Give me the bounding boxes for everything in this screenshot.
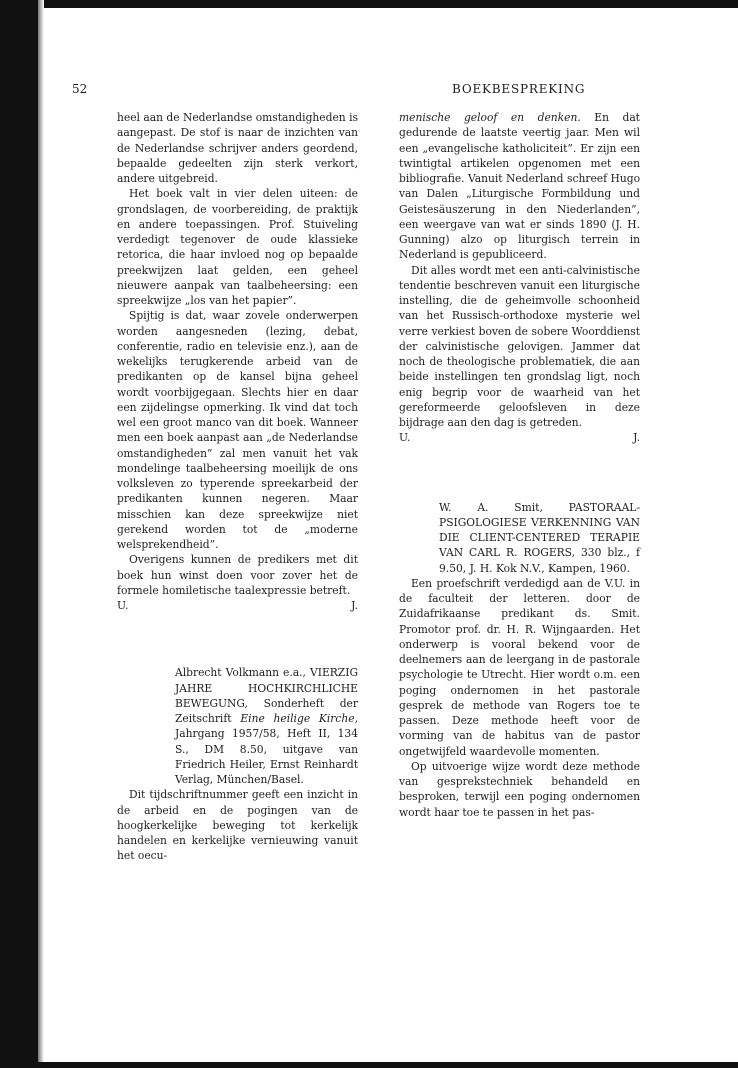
paragraph: Dit alles wordt met een anti-calvinistische tendentie beschreven vanuit een liturgische instelling, die de geheimvolle schoonheid van het Russisch-orthodoxe mysterie wel verre verkiest boven de sobere Woorddienst der calvinistische gelovigen. Jammer dat noch de theologische problematiek, die aan beide instellingen ten grondslag ligt, noch enig begrip voor de waarheid van het gereformeerde geloofsleven in deze bijdrage aan den dag is getreden. [399, 263, 640, 429]
scan-border-left [0, 0, 38, 1068]
scan-border-bottom [0, 1062, 738, 1068]
page-number: 52 [72, 82, 88, 96]
left-column [117, 110, 358, 864]
scan-shadow [38, 0, 44, 1068]
running-title: BOEKBESPREKING [452, 82, 586, 96]
review-signature [117, 598, 358, 613]
scan-border-top [0, 0, 738, 8]
bibliographic-details: , Jahrgang 1957/58, Heft II, 134 S., DM 8.50, uitgave van Friedrich Heiler, Ernst Reinhardt Verlag, München/Basel. [175, 712, 358, 786]
paragraph: heel aan de Nederlandse omstandigheden is aangepast. De stof is naar de inzichten van de Nederlandse schrijver anders geordend, bepaalde gedeelten zijn sterk verkort, andere uitgebreid. [117, 111, 358, 185]
review-signature [399, 430, 640, 445]
review-heading [439, 500, 640, 576]
signature-initial-left: U. [399, 431, 411, 445]
bibliographic-entry: W. A. Smit, PASTORAAL-PSIGOLOGIESE VERKENNING VAN DIE CLIENT-CENTERED TERAPIE VAN CARL R. ROGERS, 330 blz., f 9.50, J. H. Kok N.V., Kampen, 1960. [439, 500, 640, 575]
paragraph-text: En dat gedurende de laatste veertig jaar. Men wil een „evangelische katholiciteit”. Er zijn een twintigtal artikelen opgenomen met een bibliografie. Vanuit Nederland schreef Hugo van Dalen „Liturgische Formbildung und Geistesäuszerung in den Niederlanden”, een weergave van wat er sinds 1890 (J. H. Gunning) alzo op liturgisch terrein in Nederland is gepubliceerd. [399, 111, 640, 262]
paragraph: Dit tijdschriftnummer geeft een inzicht in de arbeid en de pogingen van de hoogkerkelijke beweging tot kerkelijk handelen en kerkelijke vernieuwing vanuit het oecu- [117, 788, 358, 863]
bibliographic-entry [175, 665, 358, 787]
review-heading [175, 665, 358, 787]
paragraph: Het boek valt in vier delen uiteen: de grondslagen, de voorbereiding, de praktijk en andere toepassingen. Prof. Stuiveling verdedigt tegenover de oude klassieke retorica, die haar invloed nog op bepaalde preekwijzen laat gelden, een geheel nieuwere aanpak van taalbeheersing: een spreekwijze „los van het papier”. [117, 187, 358, 307]
signature-initial-left: U. [117, 599, 129, 612]
paragraph [399, 110, 640, 263]
signature-initial-right: J. [633, 431, 640, 445]
bibliographic-author-title: Albrecht Volkmann e.a., VIERZIG JAHRE HOCHKIRCHLICHE BEWEGUNG, Sonderheft der Zeitschrift [175, 666, 358, 725]
paragraph: Een proefschrift verdedigd aan de V.U. in de faculteit der letteren. door de Zuidafrikaanse predikant ds. Smit. Promotor prof. dr. H. R. Wijngaarden. Het onderwerp is vooral bekend voor de deelnemers aan de leergang in de pastorale psychologie te Utrecht. Hier wordt o.m. een poging ondernomen in het pastorale gesprek de methode van Rogers toe te passen. Deze methode heeft voor de vorming van de habitus van de pastor ongetwijfeld waardevolle momenten. [399, 576, 640, 758]
signature-initial-right: J. [351, 599, 358, 612]
paragraph: Op uitvoerige wijze wordt deze methode van gesprekstechniek behandeld en besproken, terwijl een poging ondernomen wordt haar toe te passen in het pas- [399, 759, 640, 819]
paragraph: Spijtig is dat, waar zovele onderwerpen worden aangesneden (lezing, debat, conferentie, radio en televisie enz.), aan de wekelijks terugkerende arbeid van de predikanten op de kansel bijna geheel wordt voorbijgegaan. Slechts hier en daar een zijdelingse opmerking. Ik vind dat toch wel een groot manco van dit boek. Wanneer men een boek aanpast aan „de Nederlandse omstandigheden” zal men vanuit het vak mondelinge taalbeheersing moeilijk de ons volksleven zo typerende spreekarbeid der predikanten kunnen negeren. Maar misschien kan deze spreekwijze niet gerekend worden tot de „moderne welsprekendheid”. [117, 309, 358, 551]
journal-title: Eine heilige Kirche [240, 712, 355, 725]
paragraph: Overigens kunnen de predikers met dit boek hun winst doen voor zover het de formele homiletische taalexpressie betreft. [117, 553, 358, 597]
italic-phrase: menische geloof en denken. [399, 111, 581, 124]
right-column [399, 110, 640, 820]
